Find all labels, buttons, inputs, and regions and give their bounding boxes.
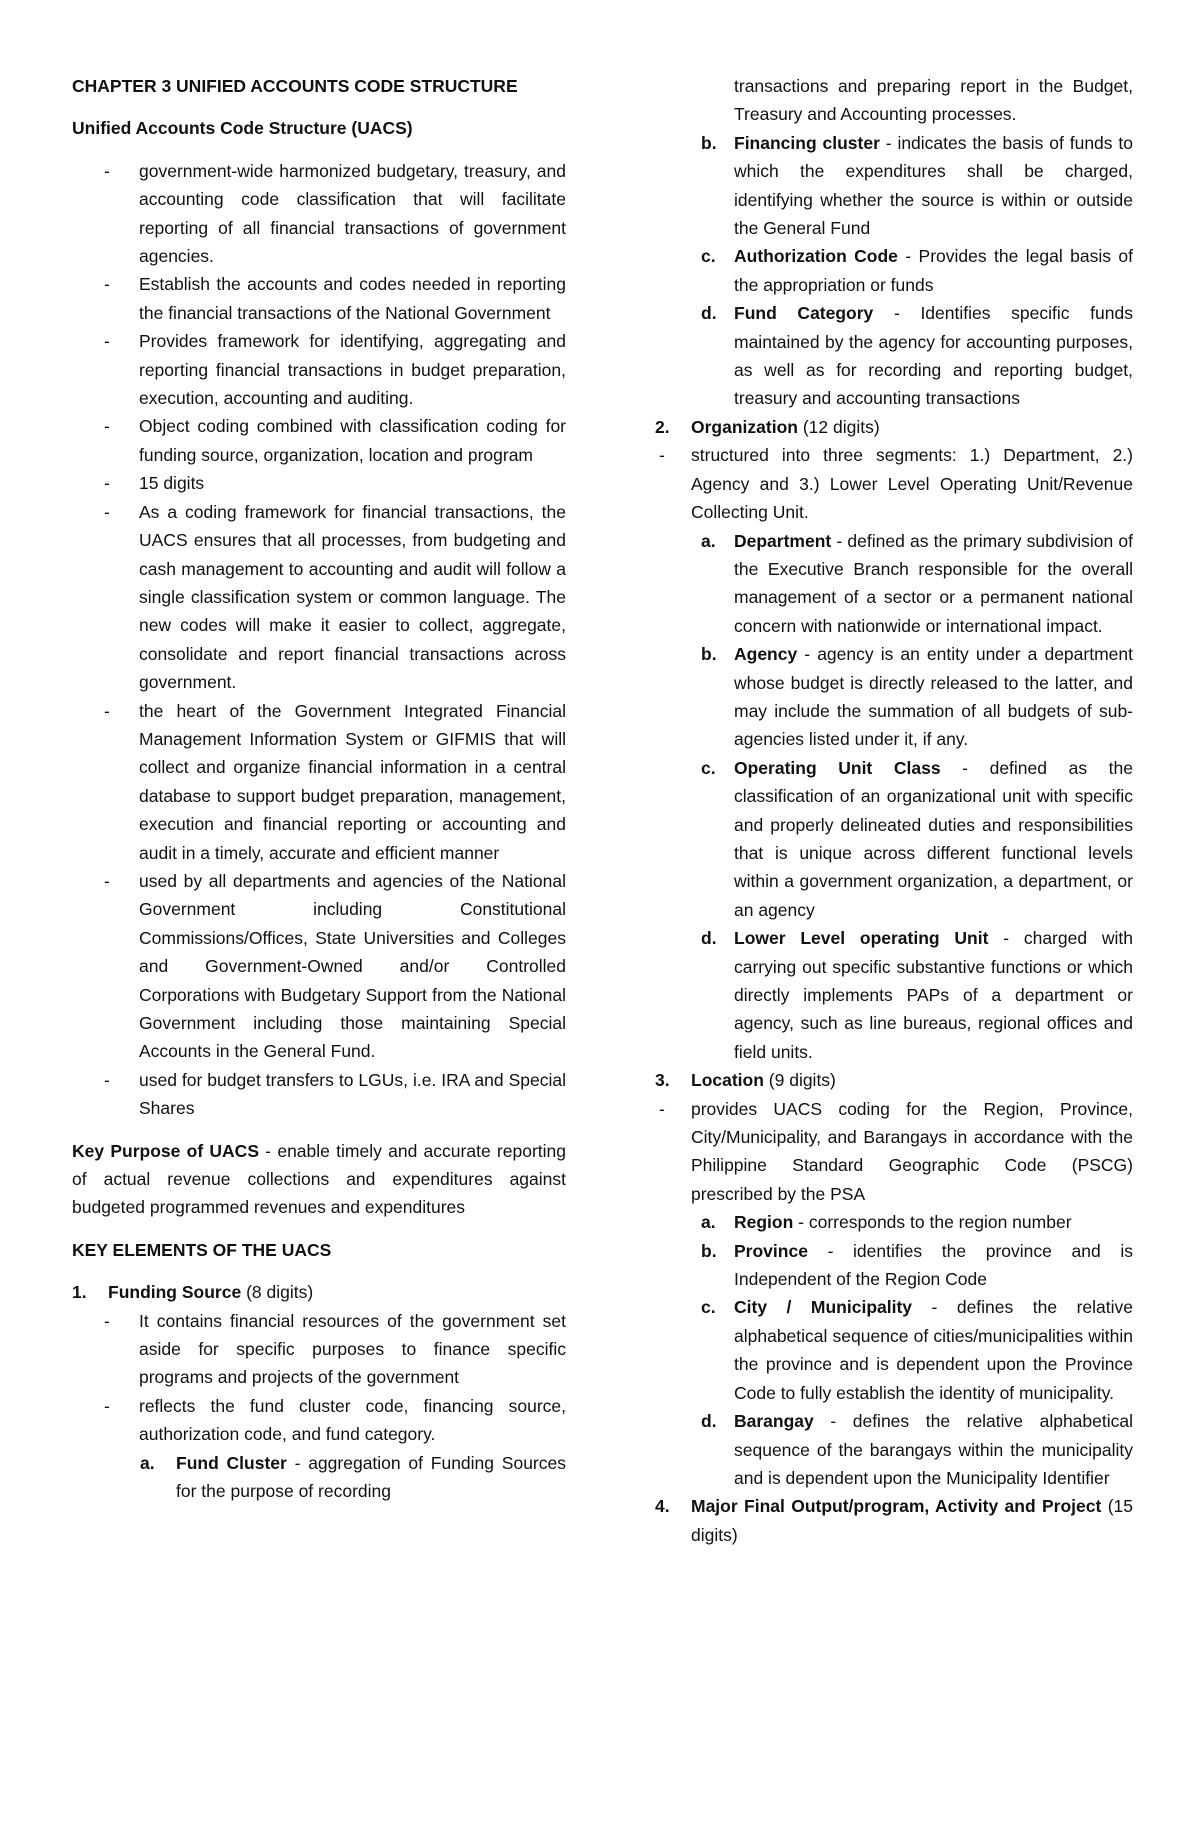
sub-item-lower-level-operating-unit: d. Lower Level operating Unit - charged with carrying out specific substantive functions or which directly implements PAPs of a department or agency, such as line bureaus, regional offices and field units. (701, 928, 1133, 1062)
list-item: - government-wide harmonized budgetary, treasury, and accounting code classification that will facilitate reporting of all financial transactions of government agencies. (104, 160, 566, 267)
element-major-final-output: 4. Major Final Output/program, Activity and Project (15 digits) (655, 1496, 1133, 1545)
list-item: - used for budget transfers to LGUs, i.e. IRA and Special Shares (104, 1069, 566, 1119)
list-item: - structured into three segments: 1.) Department, 2.) Agency and 3.) Lower Level Operating Unit/Revenue Collecting Unit. (659, 445, 1133, 523)
fund-cluster-continuation: transactions and preparing report in the Budget, Treasury and Accounting processes. (734, 76, 1133, 125)
left-column (72, 72, 566, 1506)
list-item: - As a coding framework for financial transactions, the UACS ensures that all processes, from budgeting and cash management to accounting and audit will follow a single classification system or common language. The new codes will make it easier to collect, aggregate, consolidate and report financial transactions across government. (104, 501, 566, 693)
sub-item-financing-cluster: b. Financing cluster - indicates the basis of funds to which the expenditures shall be charged, identifying whether the source is within or outside the General Fund (701, 132, 1133, 239)
element-funding-source: 1. Funding Source (8 digits) (72, 1282, 314, 1303)
list-item: - provides UACS coding for the Region, Province, City/Municipality, and Barangays in accordance with the Philippine Standard Geographic Code (PSCG) prescribed by the PSA (659, 1098, 1133, 1204)
list-item: - Provides framework for identifying, aggregating and reporting financial transactions in budget preparation, execution, accounting and auditing. (104, 331, 566, 409)
list-item: - used by all departments and agencies of the National Government including Constitutional Commissions/Offices, State Universities and Colleges and Government-Owned and/or Controlled Corporations with Budgetary Support from the National Government including those maintaining Special Accounts in the General Fund. (104, 870, 566, 1062)
list-item: - 15 digits (104, 473, 205, 494)
sub-item-fund-cluster: a. Fund Cluster - aggregation of Funding Sources for the purpose of recording (140, 1452, 566, 1502)
sub-item-region: a. Region - corresponds to the region number (701, 1212, 1072, 1233)
sub-item-city-municipality: c. City / Municipality - defines the relative alphabetical sequence of cities/municipalities within the province and is dependent upon the Province Code to fully establish the identity of municipality. (701, 1297, 1133, 1403)
sub-item-barangay: d. Barangay - defines the relative alphabetical sequence of the barangays within the municipality and is dependent upon the Municipality Identifier (701, 1411, 1133, 1488)
right-column (655, 72, 1133, 1549)
key-purpose-paragraph: Key Purpose of UACS - enable timely and accurate reporting of actual revenue collections and expenditures against budgeted programmed revenues and expenditures (72, 1140, 567, 1218)
list-item: - Establish the accounts and codes needed in reporting the financial transactions of the National Government (104, 274, 566, 323)
chapter-title: CHAPTER 3 UNIFIED ACCOUNTS CODE STRUCTURE (72, 76, 518, 96)
list-item: - It contains financial resources of the government set aside for specific purposes to finance specific programs and projects of the government (104, 1310, 566, 1388)
sub-item-fund-category: d. Fund Category - Identifies specific funds maintained by the agency for accounting purposes, as well as for recording and reporting budget, treasury and accounting transactions (701, 303, 1133, 409)
list-item: - the heart of the Government Integrated Financial Management Information System or GIFMIS that will collect and organize financial information in a central database to support budget preparation, management, execution and financial reporting or accounting and audit in a timely, accurate and efficient manner (104, 700, 566, 863)
sub-item-operating-unit-class: c. Operating Unit Class - defined as the classification of an organizational unit with specific and properly delineated duties and responsibilities that is unique across different functional levels within a government organization, a department, or an agency (701, 757, 1133, 920)
element-location: 3. Location (9 digits) (655, 1070, 836, 1091)
section-title: Unified Accounts Code Structure (UACS) (72, 118, 413, 139)
list-item: - Object coding combined with classification coding for funding source, organization, location and program (104, 416, 566, 465)
element-organization: 2. Organization (12 digits) (655, 416, 880, 437)
list-item: - reflects the fund cluster code, financing source, authorization code, and fund category. (104, 1395, 566, 1445)
sub-item-department: a. Department - defined as the primary subdivision of the Executive Branch responsible for the overall management of a sector or a permanent national concern with nationwide or international impact. (701, 530, 1133, 636)
key-elements-heading: KEY ELEMENTS OF THE UACS (72, 1239, 332, 1260)
sub-item-authorization-code: c. Authorization Code - Provides the legal basis of the appropriation or funds (701, 246, 1133, 295)
sub-item-agency: b. Agency - agency is an entity under a department whose budget is directly released to the latter, and may include the summation of all budgets of sub-agencies listed under it, if any. (701, 644, 1133, 750)
sub-item-province: b. Province - identifies the province and is Independent of the Region Code (701, 1240, 1133, 1290)
